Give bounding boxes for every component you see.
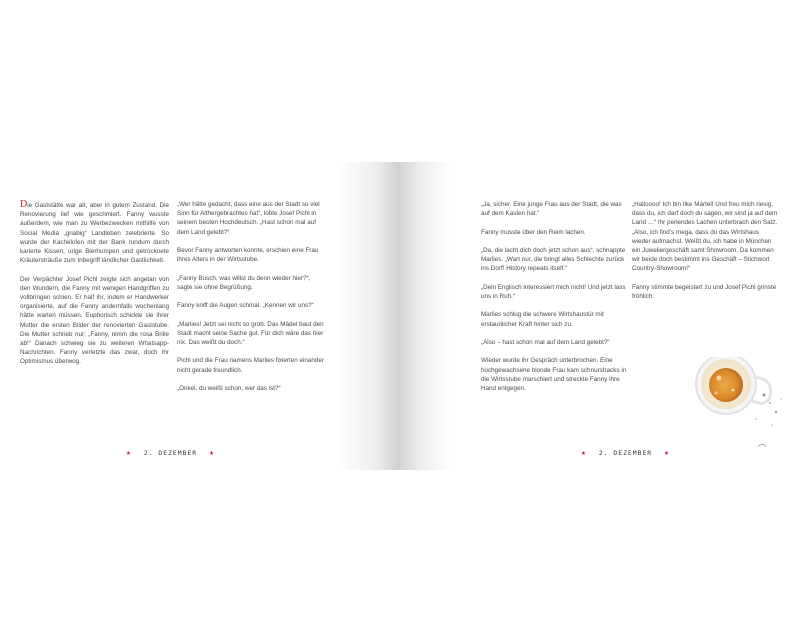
paragraph: „Halloooo! Ich bin Ilke Märtel! Und freu mich riesig, dass du, ich darf doch du sagen, wir sind ja auf dem Land …“ Ihr perlendes Lachen unterbrach den Satz. „Also, ich find’s mega, dass du das Wirtshaus wieder aufmachst. Weißt du, ich habe in München ein Juweliergeschäft samt Showroom. Da kommen wir beide doch bestimmt ins Geschäft – Stichwort Country-Showroom!“ [632, 201, 778, 273]
right-page-footer [581, 448, 670, 458]
paragraph: Fanny kniff die Augen schmal. „Kennen wir uns?“ [177, 302, 314, 310]
paragraph: Fanny musste über den Reim lachen. [481, 228, 586, 236]
left-page-footer [126, 448, 215, 458]
paragraph: „Wer hätte gedacht, dass eine aus der Stadt so viel Sinn für Althergebrachtes hat“, lobte Josef Pichl in seinem besten Hochdeutsch. „Hast schon mal auf dem Land gelebt?“ [177, 201, 320, 236]
beer-body [709, 368, 743, 402]
book-spread [0, 162, 800, 470]
paragraph: „Marlies! Jetzt sei nicht so grob. Das Mädel baut den Stadt macht seine Sache gut. Für dich wäre das hier nix. Das weißt du doch.“ [177, 320, 324, 346]
paragraph: Marlies schlug die schwere Wirtshaustür mit erstaunlicher Kraft hinter sich zu. [481, 311, 604, 328]
paragraph: „Dein Englisch interessiert mich nicht! Und jetzt lass uns in Ruh.“ [481, 283, 626, 300]
paragraph: Pichl und die Frau namens Marlies fixierten einander nicht gerade freundlich. [177, 357, 325, 374]
paragraph: „Ja, sicher. Eine junge Frau aus der Stadt, die was auf dem Kasten hat.“ [481, 201, 622, 218]
paragraph-text: Der Verpächter Josef Pichl zeigte sich angetan von den Wundern, die Fanny mit wenigen Handgriffen zu vollbringen schien. Er half ihr, indem er Handwerker organisierte, auf die Fanny andernfalls wochenlang hätte warten müssen. Euphorisch schickte sie ihrer Mutter die ersten Bilder der renovierten Gaststube. Die Mutter schrieb nur: „Fanny, nimm die rosa Brille ab!“ Danach schwieg sie zu weiteren Whatsapp-Nachrichten. Fanny verletzte das zwar, doch ihr Optimismus überwog. [20, 275, 169, 366]
paragraph: Fanny stimmte begeistert zu und Josef Pichl grinste fröhlich. [632, 283, 777, 301]
star-icon: ★ [126, 448, 132, 457]
paragraph: Wieder wurde ihr Gespräch unterbrochen. Eine hochgewachsene blonde Frau kam schnurstracks in die Wirtsstube marschiert und streckte Fanny ihre Hand entgegen. [481, 357, 627, 392]
paragraph: „Da, die lacht dich doch jetzt schon aus“, schnappte Marlies. „Wart nur, die bringt alles Schlechte zurück ins Dorf! History repeats itself.“ [481, 246, 626, 273]
star-icon: ★ [209, 448, 215, 457]
left-column-2 [177, 200, 326, 402]
left-page [0, 162, 400, 470]
drop-cap: D [20, 199, 28, 210]
right-page [400, 162, 800, 470]
star-icon: ★ [664, 448, 670, 457]
right-column-1 [481, 200, 627, 402]
running-footer: 2. DEZEMBER [598, 449, 653, 457]
star-icon: ★ [581, 448, 587, 457]
running-footer: 2. DEZEMBER [143, 449, 198, 457]
right-column-2 [632, 200, 778, 310]
paragraph [20, 275, 169, 367]
paragraph [20, 200, 169, 265]
paragraph: Bevor Fanny antworten konnte, erschien eine Frau ihres Alters in der Wirtsstube. [177, 247, 319, 264]
paragraph: „Also – hast schon mal auf dem Land gelebt?“ [481, 338, 610, 346]
beer-glass-illustration [686, 357, 786, 447]
paragraph-text: ie Gaststätte war alt, aber in gutem Zustand. Die Renovierung lief wie geschmiert. Fanny wusste außerdem, wie man zu Werbezwecken mithilfe von Social Media „griabig“ Landleben zelebrierte. So wurde der Kachelofen mit der Bank rundum durch karierte Kissen, urige Bierhumpen und getrocknete Kräutersträuße zum Inbegriff ländlicher Gastlichkeit. [20, 202, 169, 265]
paragraph: „Fanny Busch, was willst du denn wieder hier?“, sagte sie ohne Begrüßung. [177, 274, 311, 291]
left-column-1 [20, 200, 169, 376]
paragraph: „Onkel, du weißt schon, wer das ist?“ [177, 384, 281, 392]
